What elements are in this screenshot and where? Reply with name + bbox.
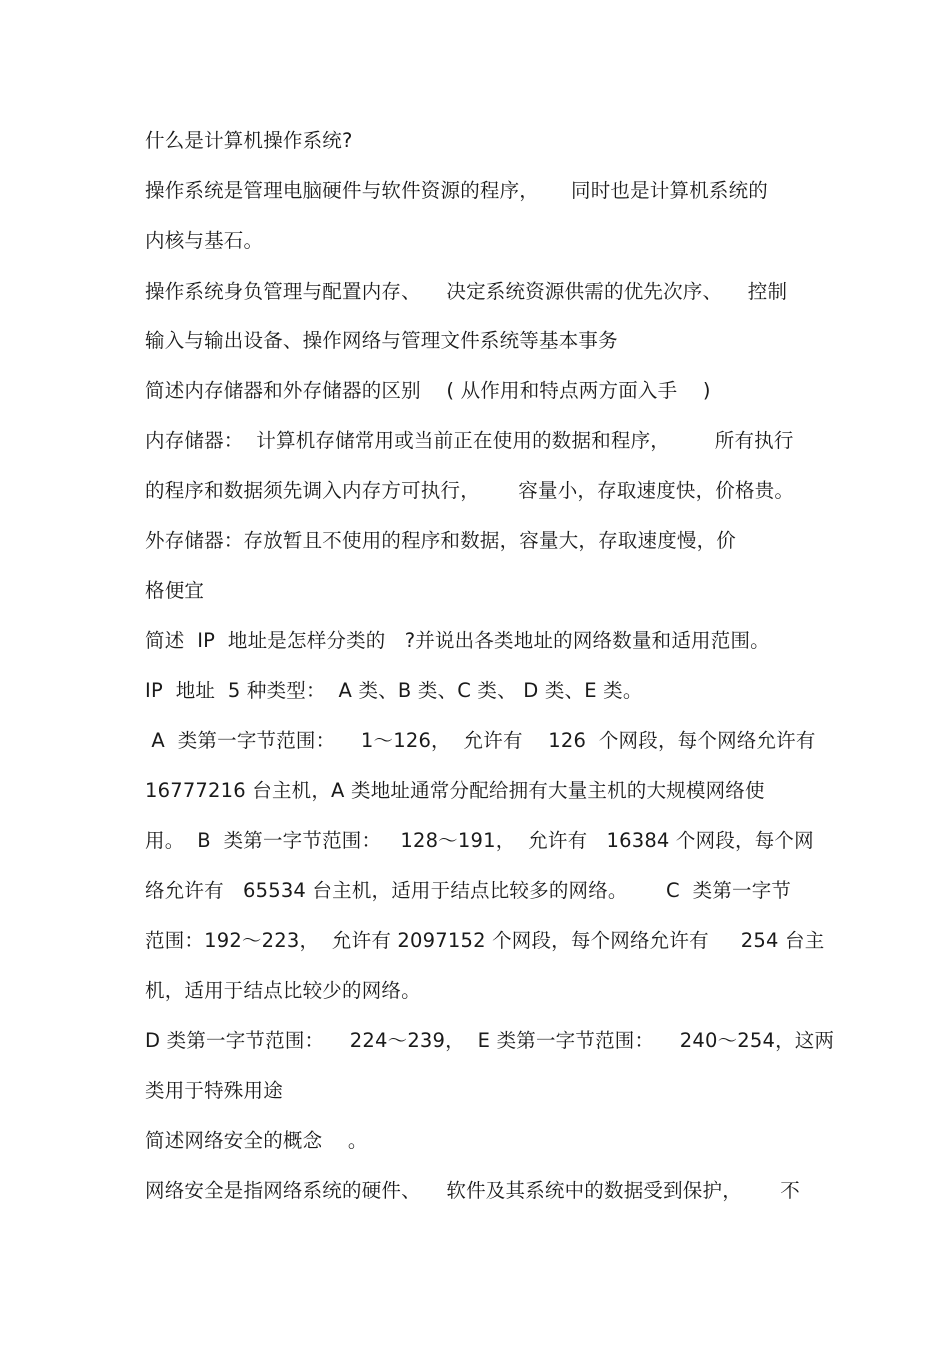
class-a-line-2: 16777216 台主机，A 类地址通常分配给拥有大量主机的大规模网络使 [145, 779, 765, 802]
network-security-line-1: 网络安全是指网络系统的硬件、 软件及其系统中的数据受到保护， 不 [145, 1179, 800, 1202]
class-c-line-2: 机，适用于结点比较少的网络。 [145, 979, 421, 1002]
question-os-definition: 什么是计算机操作系统? [145, 129, 353, 152]
class-c-line-1: 范围：192～223， 允许有 2097152 个网段，每个网络允许有 254 台主 [145, 929, 825, 952]
question-ip-classes: 简述 IP 地址是怎样分类的 ?并说出各类地址的网络数量和适用范围。 [145, 629, 770, 652]
class-b-line-2: 络允许有 65534 台主机，适用于结点比较多的网络。 C 类第一字节 [145, 879, 792, 902]
answer-os-line-2: 内核与基石。 [145, 229, 264, 252]
answer-os-line-1: 操作系统是管理电脑硬件与软件资源的程序， 同时也是计算机系统的 [145, 179, 768, 202]
ip-types-line: IP 地址 5 种类型： A 类、B 类、C 类、 D 类、E 类。 [145, 679, 643, 702]
class-a-line-1: A 类第一字节范围： 1～126， 允许有 126 个网段，每个网络允许有 [145, 729, 816, 752]
question-memory-difference: 简述内存储器和外存储器的区别 ( 从作用和特点两方面入手 ) [145, 379, 711, 402]
os-duties-line-2: 输入与输出设备、操作网络与管理文件系统等基本事务 [145, 329, 618, 352]
external-memory-line-2: 格便宜 [145, 579, 205, 602]
class-de-line-2: 类用于特殊用途 [145, 1079, 283, 1102]
class-b-line-1: 用。 B 类第一字节范围： 128～191， 允许有 16384 个网段，每个网 [145, 829, 814, 852]
internal-memory-line-1: 内存储器： 计算机存储常用或当前正在使用的数据和程序， 所有执行 [145, 429, 794, 452]
external-memory-line-1: 外存储器：存放暂且不使用的程序和数据，容量大，存取速度慢，价 [145, 529, 737, 552]
internal-memory-line-2: 的程序和数据须先调入内存方可执行， 容量小，存取速度快，价格贵。 [145, 479, 795, 502]
class-de-line-1: D 类第一字节范围： 224～239， E 类第一字节范围： 240～254，这两 [145, 1029, 835, 1052]
os-duties-line-1: 操作系统身负管理与配置内存、 决定系统资源供需的优先次序、 控制 [145, 280, 788, 303]
question-network-security: 简述网络安全的概念 。 [145, 1129, 368, 1152]
